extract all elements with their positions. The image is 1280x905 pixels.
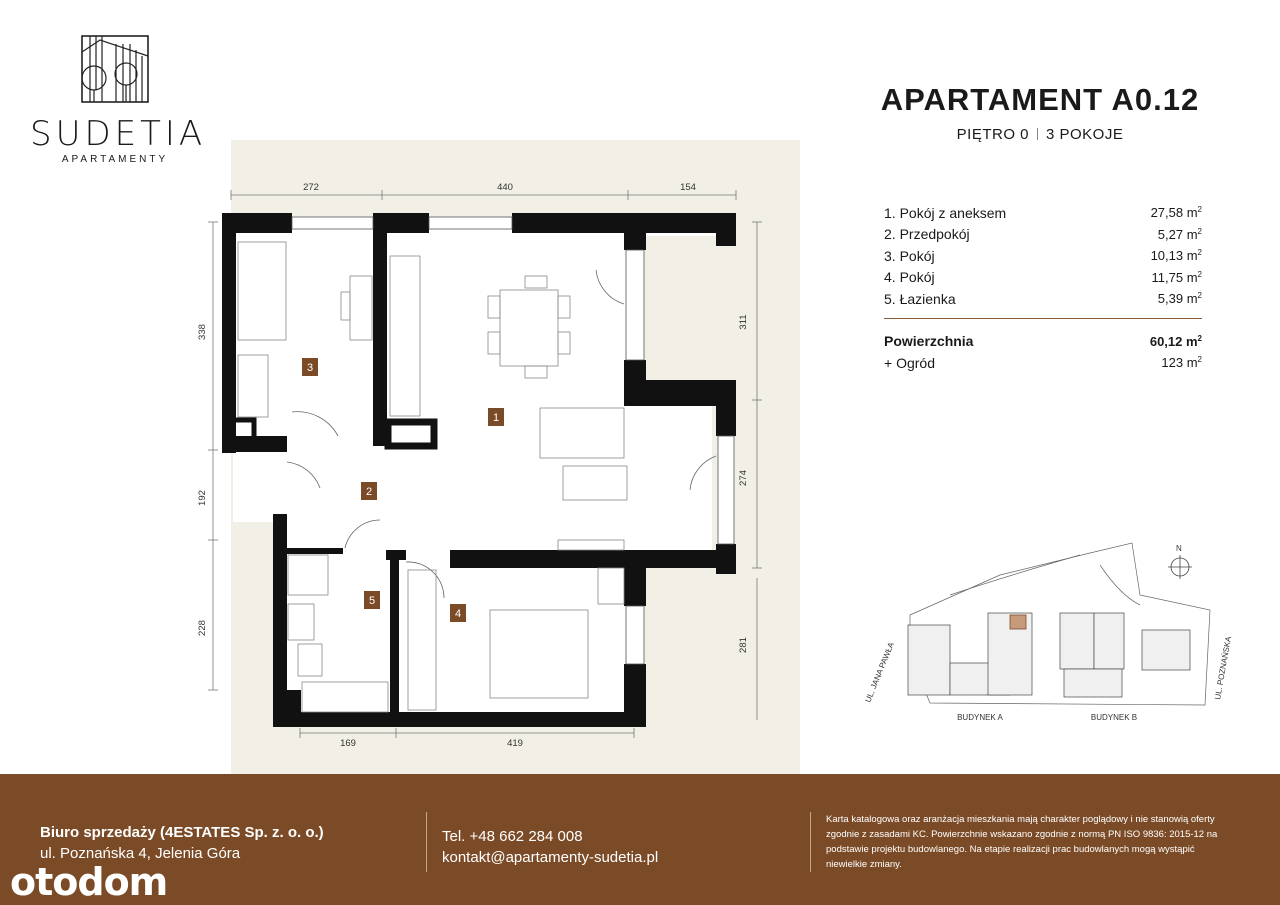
dim-left-1: 338	[197, 324, 208, 340]
dim-top-3: 154	[680, 182, 696, 193]
logo-subtitle: APARTAMENTY	[61, 154, 169, 165]
room-number-2: 2	[365, 486, 373, 498]
disclaimer: Karta katalogowa oraz aranżacja mieszkania mają charakter poglądowy i nie stanowią oferty zgodnie z zasadami KC. Powierzchnie wskazano zgodnie z normą PN ISO 9836: 2015-12 na podstawie projektu budowlanego. Na etapie realizacji prac budowlanych mogą wystąpić niewielkie zmiany.	[826, 814, 1218, 870]
dim-bottom-2: 419	[507, 738, 523, 749]
otodom-watermark: otodom	[10, 860, 168, 904]
floor-label: PIĘTRO 0	[956, 126, 1029, 143]
dim-left-3: 228	[197, 620, 208, 636]
rooms-count-label: 3 POKOJE	[1046, 126, 1124, 143]
room-number-3: 3	[306, 362, 314, 374]
room-row	[884, 288, 1202, 310]
dim-right-3: 281	[738, 637, 749, 653]
garden-label: + Ogród	[884, 354, 935, 371]
room-row	[884, 245, 1202, 267]
room-area: 11,75 $m^2$	[1151, 269, 1202, 285]
building-b-label: BUDYNEK B	[1090, 713, 1138, 722]
street-left-label: UL. JANA PAWŁA	[863, 641, 896, 704]
dim-bottom-1: 169	[340, 738, 356, 749]
footer-divider	[426, 812, 427, 872]
footer	[0, 774, 1280, 905]
sales-office-address: ul. Poznańska 4, Jelenia Góra	[40, 845, 241, 862]
room-number-1: 1	[492, 412, 500, 424]
site-plan	[850, 535, 1234, 735]
sales-office	[40, 822, 324, 864]
sales-office-title: Biuro sprzedaży (4ESTATES Sp. z. o. o.)	[40, 824, 324, 841]
room-number-4: 4	[454, 608, 462, 620]
room-number-5: 5	[368, 595, 376, 607]
building-a-label: BUDYNEK A	[957, 713, 1003, 722]
apartment-title: APARTAMENT A0.12	[880, 82, 1200, 117]
north-indicator: N	[1176, 544, 1182, 553]
contact	[442, 826, 658, 868]
room-label: 5. Łazienka	[884, 290, 956, 307]
room-label: 2. Przedpokój	[884, 226, 970, 243]
dim-left-2: 192	[197, 490, 208, 506]
total-area-value: 60,12 $m^2$	[1149, 333, 1202, 349]
total-area-row	[884, 331, 1202, 353]
dim-right-2: 274	[738, 470, 749, 486]
room-label: 3. Pokój	[884, 247, 935, 264]
dim-top-1: 272	[303, 182, 319, 193]
room-label: 1. Pokój z aneksem	[884, 204, 1007, 221]
room-row	[884, 267, 1202, 289]
dim-right-1: 311	[738, 314, 749, 330]
total-area-label: Powierzchnia	[884, 333, 974, 350]
rooms-divider	[884, 318, 1202, 319]
footer-divider	[810, 812, 811, 872]
garden-row	[884, 352, 1202, 374]
apartment-subtitle	[870, 126, 1210, 143]
phone-link[interactable]: Tel. +48 662 284 008	[442, 828, 583, 845]
room-label: 4. Pokój	[884, 269, 935, 286]
room-area: 27,58 $m^2$	[1150, 205, 1202, 221]
apartment-location-marker	[1010, 615, 1026, 629]
apartment-header	[870, 82, 1210, 143]
room-area: 5,27 $m^2$	[1157, 226, 1202, 242]
room-area: 5,39 $m^2$	[1157, 291, 1202, 307]
street-right-label: UL. POZNAŃSKA	[1213, 635, 1234, 701]
room-area: 10,13 $m^2$	[1150, 248, 1202, 264]
garden-value: 123 $m^2$	[1161, 355, 1202, 371]
email-link[interactable]: kontakt@apartamenty-sudetia.pl	[442, 849, 659, 866]
dim-top-2: 440	[497, 182, 513, 193]
logo-wordmark: SUDETIA	[30, 114, 207, 154]
room-row	[884, 224, 1202, 246]
rooms-table	[884, 202, 1202, 374]
room-row	[884, 202, 1202, 224]
